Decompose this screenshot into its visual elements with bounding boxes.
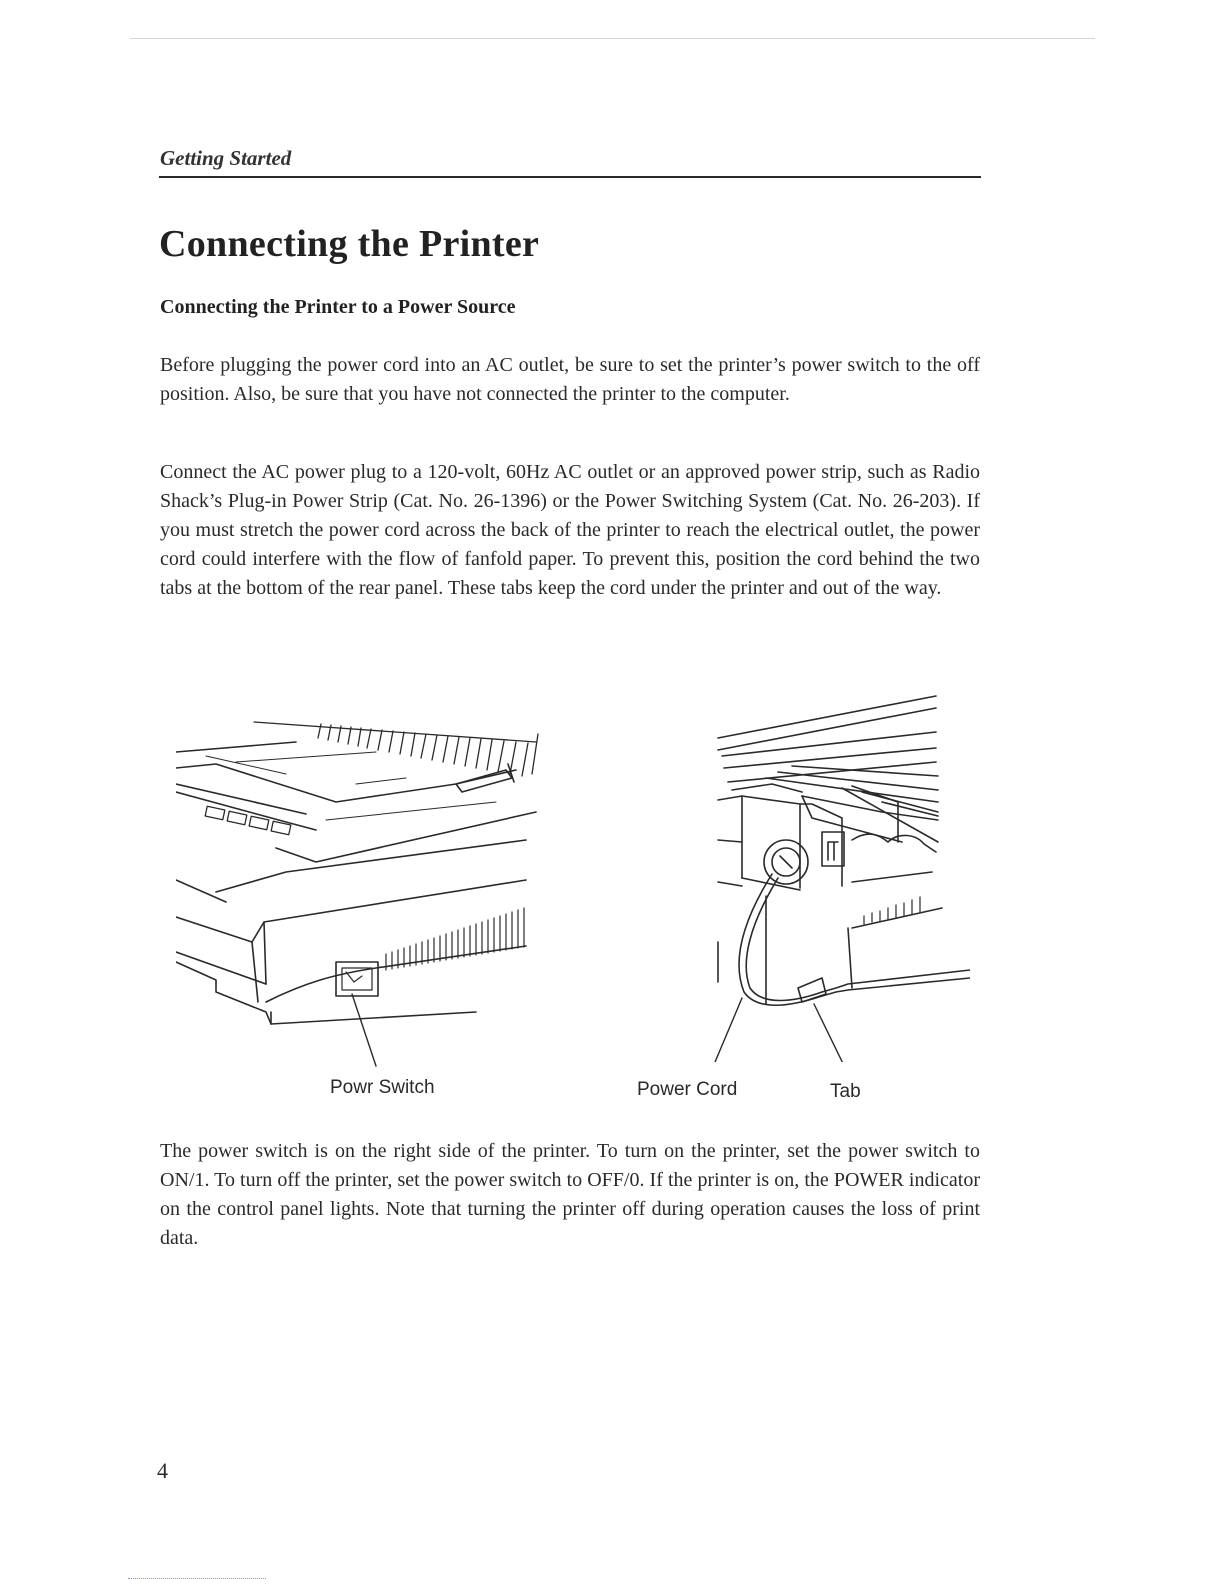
power-switch-caption: Powr Switch bbox=[330, 1077, 435, 1098]
paragraph-power-switch: The power switch is on the right side of the printer. To turn on the printer, set the power switch to ON/1. To turn off the printer, set the power switch to OFF/0. If the printer is on, the POWER indicator on the control panel lights. Note that turning the printer off during operation causes the loss of print data. bbox=[160, 1140, 980, 1249]
page-title: Connecting the Printer bbox=[159, 223, 540, 265]
running-head: Getting Started bbox=[160, 146, 292, 170]
paragraph-power-cord-warning: Before plugging the power cord into an AC outlet, be sure to set the printer’s power switch to the off position. Also, be sure that you have not connected the printer to the computer. bbox=[160, 354, 980, 405]
power-cord-caption: Power Cord bbox=[637, 1079, 738, 1100]
tab-caption: Tab bbox=[830, 1081, 861, 1102]
power-switch-illustration bbox=[176, 712, 548, 1068]
header-rule bbox=[159, 176, 981, 178]
section-heading: Connecting the Printer to a Power Source bbox=[160, 296, 516, 318]
page-number: 4 bbox=[157, 1458, 168, 1483]
scan-top-line bbox=[130, 38, 1095, 39]
scan-bottom-mark bbox=[128, 1578, 266, 1581]
paragraph-connect-outlet: Connect the AC power plug to a 120-volt, 60Hz AC outlet or an approved power strip, such as Radio Shack’s Plug-in Power Strip (Cat. No. 26-1396) or the Power Switching System (Cat. No. 26-203). If you must stretch the power cord across the back of the printer to reach the electrical outlet, the power cord could interfere with the flow of fanfold paper. To prevent this, position the cord behind the two tabs at the bottom of the rear panel. These tabs keep the cord under the printer and out of the way. bbox=[160, 461, 980, 599]
power-cord-tab-illustration bbox=[702, 692, 970, 1062]
